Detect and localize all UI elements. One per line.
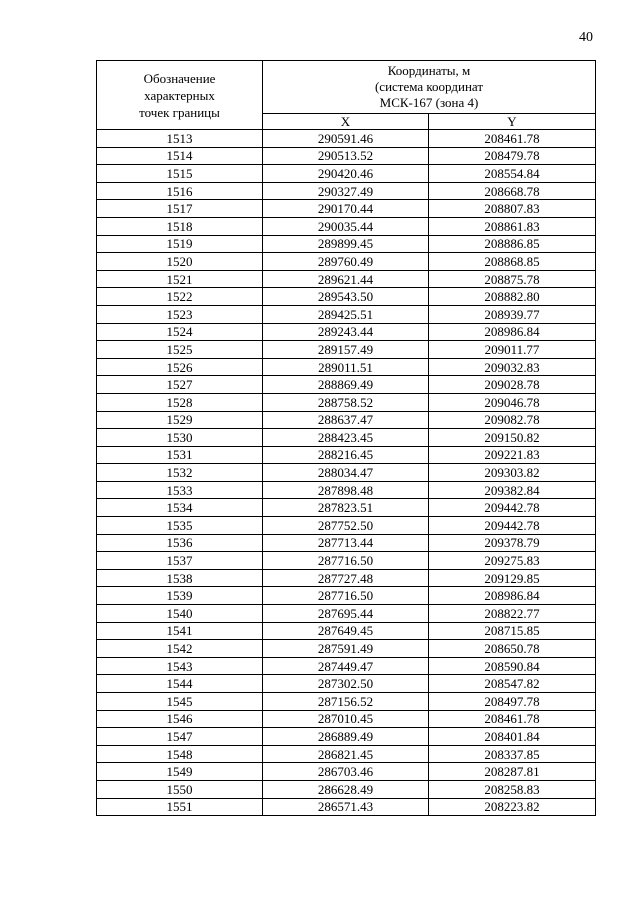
y-coordinate-cell: 208287.81 bbox=[429, 763, 596, 781]
table-row bbox=[97, 552, 596, 570]
point-id-cell: 1540 bbox=[97, 605, 263, 623]
point-id-cell: 1517 bbox=[97, 200, 263, 218]
y-coordinate-cell: 209082.78 bbox=[429, 411, 596, 429]
x-coordinate-cell: 288869.49 bbox=[263, 376, 429, 394]
table-row bbox=[97, 305, 596, 323]
header-label-line: точек границы bbox=[139, 104, 220, 120]
y-coordinate-cell: 208986.84 bbox=[429, 587, 596, 605]
y-coordinate-cell: 208650.78 bbox=[429, 640, 596, 658]
x-coordinate-cell: 287898.48 bbox=[263, 481, 429, 499]
x-coordinate-cell: 286628.49 bbox=[263, 780, 429, 798]
x-coordinate-cell: 289760.49 bbox=[263, 253, 429, 271]
point-id-cell: 1538 bbox=[97, 569, 263, 587]
y-coordinate-cell: 208590.84 bbox=[429, 657, 596, 675]
y-coordinate-cell: 208547.82 bbox=[429, 675, 596, 693]
table-row bbox=[97, 622, 596, 640]
table-row bbox=[97, 270, 596, 288]
table-row bbox=[97, 376, 596, 394]
table-row bbox=[97, 605, 596, 623]
point-id-cell: 1543 bbox=[97, 657, 263, 675]
table-row bbox=[97, 481, 596, 499]
table-row bbox=[97, 323, 596, 341]
point-id-cell: 1531 bbox=[97, 446, 263, 464]
y-coordinate-cell: 208401.84 bbox=[429, 728, 596, 746]
y-coordinate-cell: 208822.77 bbox=[429, 605, 596, 623]
point-id-cell: 1536 bbox=[97, 534, 263, 552]
y-coordinate-cell: 208807.83 bbox=[429, 200, 596, 218]
header-y: Y bbox=[429, 114, 596, 130]
table-row bbox=[97, 217, 596, 235]
y-coordinate-cell: 209028.78 bbox=[429, 376, 596, 394]
point-id-cell: 1530 bbox=[97, 429, 263, 447]
point-id-cell: 1541 bbox=[97, 622, 263, 640]
table-row bbox=[97, 200, 596, 218]
x-coordinate-cell: 287713.44 bbox=[263, 534, 429, 552]
header-label-line: характерных bbox=[144, 87, 215, 103]
header-coords-line: (система координат bbox=[374, 79, 484, 94]
y-coordinate-cell: 208668.78 bbox=[429, 182, 596, 200]
x-coordinate-cell: 286703.46 bbox=[263, 763, 429, 781]
x-coordinate-cell: 290170.44 bbox=[263, 200, 429, 218]
y-coordinate-cell: 208882.80 bbox=[429, 288, 596, 306]
x-coordinate-cell: 287695.44 bbox=[263, 605, 429, 623]
x-coordinate-cell: 289621.44 bbox=[263, 270, 429, 288]
x-coordinate-cell: 289899.45 bbox=[263, 235, 429, 253]
x-coordinate-cell: 289543.50 bbox=[263, 288, 429, 306]
table-row bbox=[97, 675, 596, 693]
table-row bbox=[97, 464, 596, 482]
table-row bbox=[97, 517, 596, 535]
x-coordinate-cell: 289243.44 bbox=[263, 323, 429, 341]
x-coordinate-cell: 288034.47 bbox=[263, 464, 429, 482]
x-coordinate-cell: 287156.52 bbox=[263, 693, 429, 711]
table-row bbox=[97, 728, 596, 746]
header-coords-line: МСК-167 (зона 4) bbox=[379, 95, 479, 110]
x-coordinate-cell: 286571.43 bbox=[263, 798, 429, 816]
point-id-cell: 1527 bbox=[97, 376, 263, 394]
x-coordinate-cell: 288216.45 bbox=[263, 446, 429, 464]
point-id-cell: 1549 bbox=[97, 763, 263, 781]
y-coordinate-cell: 208223.82 bbox=[429, 798, 596, 816]
point-id-cell: 1547 bbox=[97, 728, 263, 746]
table-row bbox=[97, 693, 596, 711]
y-coordinate-cell: 208258.83 bbox=[429, 780, 596, 798]
y-coordinate-cell: 209378.79 bbox=[429, 534, 596, 552]
x-coordinate-cell: 287716.50 bbox=[263, 552, 429, 570]
y-coordinate-cell: 208461.78 bbox=[429, 130, 596, 148]
x-coordinate-cell: 290035.44 bbox=[263, 217, 429, 235]
x-coordinate-cell: 287716.50 bbox=[263, 587, 429, 605]
x-coordinate-cell: 290420.46 bbox=[263, 165, 429, 183]
point-id-cell: 1513 bbox=[97, 130, 263, 148]
point-id-cell: 1537 bbox=[97, 552, 263, 570]
table-row bbox=[97, 499, 596, 517]
point-id-cell: 1528 bbox=[97, 393, 263, 411]
header-coordinates bbox=[263, 61, 596, 114]
y-coordinate-cell: 209221.83 bbox=[429, 446, 596, 464]
y-coordinate-cell: 209382.84 bbox=[429, 481, 596, 499]
y-coordinate-cell: 209275.83 bbox=[429, 552, 596, 570]
table-row bbox=[97, 288, 596, 306]
table-row bbox=[97, 569, 596, 587]
x-coordinate-cell: 287591.49 bbox=[263, 640, 429, 658]
x-coordinate-cell: 286821.45 bbox=[263, 745, 429, 763]
x-coordinate-cell: 287823.51 bbox=[263, 499, 429, 517]
x-coordinate-cell: 287010.45 bbox=[263, 710, 429, 728]
point-id-cell: 1546 bbox=[97, 710, 263, 728]
point-id-cell: 1550 bbox=[97, 780, 263, 798]
point-id-cell: 1520 bbox=[97, 253, 263, 271]
x-coordinate-cell: 290327.49 bbox=[263, 182, 429, 200]
x-coordinate-cell: 288637.47 bbox=[263, 411, 429, 429]
table-row bbox=[97, 534, 596, 552]
y-coordinate-cell: 208861.83 bbox=[429, 217, 596, 235]
point-id-cell: 1514 bbox=[97, 147, 263, 165]
table-row bbox=[97, 411, 596, 429]
point-id-cell: 1526 bbox=[97, 358, 263, 376]
point-id-cell: 1544 bbox=[97, 675, 263, 693]
y-coordinate-cell: 208875.78 bbox=[429, 270, 596, 288]
header-x: X bbox=[263, 114, 429, 130]
table-row bbox=[97, 165, 596, 183]
y-coordinate-cell: 208939.77 bbox=[429, 305, 596, 323]
table-row bbox=[97, 253, 596, 271]
y-coordinate-cell: 208868.85 bbox=[429, 253, 596, 271]
point-id-cell: 1515 bbox=[97, 165, 263, 183]
y-coordinate-cell: 208715.85 bbox=[429, 622, 596, 640]
point-id-cell: 1525 bbox=[97, 341, 263, 359]
x-coordinate-cell: 289425.51 bbox=[263, 305, 429, 323]
point-id-cell: 1545 bbox=[97, 693, 263, 711]
table-row bbox=[97, 182, 596, 200]
table-row bbox=[97, 763, 596, 781]
table-row bbox=[97, 710, 596, 728]
table-row bbox=[97, 130, 596, 148]
y-coordinate-cell: 209442.78 bbox=[429, 499, 596, 517]
point-id-cell: 1542 bbox=[97, 640, 263, 658]
point-id-cell: 1548 bbox=[97, 745, 263, 763]
y-coordinate-cell: 208479.78 bbox=[429, 147, 596, 165]
x-coordinate-cell: 287302.50 bbox=[263, 675, 429, 693]
point-id-cell: 1551 bbox=[97, 798, 263, 816]
y-coordinate-cell: 209011.77 bbox=[429, 341, 596, 359]
table-row bbox=[97, 235, 596, 253]
point-id-cell: 1524 bbox=[97, 323, 263, 341]
x-coordinate-cell: 290591.46 bbox=[263, 130, 429, 148]
header-point-label bbox=[97, 61, 263, 130]
x-coordinate-cell: 290513.52 bbox=[263, 147, 429, 165]
y-coordinate-cell: 209150.82 bbox=[429, 429, 596, 447]
y-coordinate-cell: 208461.78 bbox=[429, 710, 596, 728]
point-id-cell: 1523 bbox=[97, 305, 263, 323]
point-id-cell: 1532 bbox=[97, 464, 263, 482]
x-coordinate-cell: 289157.49 bbox=[263, 341, 429, 359]
point-id-cell: 1533 bbox=[97, 481, 263, 499]
y-coordinate-cell: 208986.84 bbox=[429, 323, 596, 341]
point-id-cell: 1534 bbox=[97, 499, 263, 517]
point-id-cell: 1521 bbox=[97, 270, 263, 288]
table-row bbox=[97, 147, 596, 165]
y-coordinate-cell: 208554.84 bbox=[429, 165, 596, 183]
table-row bbox=[97, 341, 596, 359]
coordinates-table bbox=[96, 60, 596, 816]
point-id-cell: 1535 bbox=[97, 517, 263, 535]
table-row bbox=[97, 393, 596, 411]
table-row bbox=[97, 358, 596, 376]
y-coordinate-cell: 209303.82 bbox=[429, 464, 596, 482]
table-row bbox=[97, 446, 596, 464]
x-coordinate-cell: 288758.52 bbox=[263, 393, 429, 411]
table-row bbox=[97, 640, 596, 658]
table-row bbox=[97, 798, 596, 816]
point-id-cell: 1519 bbox=[97, 235, 263, 253]
table-row bbox=[97, 780, 596, 798]
table-row bbox=[97, 745, 596, 763]
page-number: 40 bbox=[579, 30, 593, 45]
y-coordinate-cell: 208497.78 bbox=[429, 693, 596, 711]
y-coordinate-cell: 209129.85 bbox=[429, 569, 596, 587]
header-coords-line: Координаты, м bbox=[387, 63, 471, 78]
x-coordinate-cell: 288423.45 bbox=[263, 429, 429, 447]
y-coordinate-cell: 208886.85 bbox=[429, 235, 596, 253]
y-coordinate-cell: 208337.85 bbox=[429, 745, 596, 763]
y-coordinate-cell: 209032.83 bbox=[429, 358, 596, 376]
header-label-line: Обозначение bbox=[143, 70, 216, 86]
x-coordinate-cell: 289011.51 bbox=[263, 358, 429, 376]
point-id-cell: 1518 bbox=[97, 217, 263, 235]
x-coordinate-cell: 287752.50 bbox=[263, 517, 429, 535]
x-coordinate-cell: 287727.48 bbox=[263, 569, 429, 587]
point-id-cell: 1522 bbox=[97, 288, 263, 306]
table-row bbox=[97, 587, 596, 605]
x-coordinate-cell: 287449.47 bbox=[263, 657, 429, 675]
table-row bbox=[97, 429, 596, 447]
y-coordinate-cell: 209046.78 bbox=[429, 393, 596, 411]
y-coordinate-cell: 209442.78 bbox=[429, 517, 596, 535]
table-row bbox=[97, 657, 596, 675]
x-coordinate-cell: 286889.49 bbox=[263, 728, 429, 746]
point-id-cell: 1529 bbox=[97, 411, 263, 429]
x-coordinate-cell: 287649.45 bbox=[263, 622, 429, 640]
point-id-cell: 1539 bbox=[97, 587, 263, 605]
point-id-cell: 1516 bbox=[97, 182, 263, 200]
